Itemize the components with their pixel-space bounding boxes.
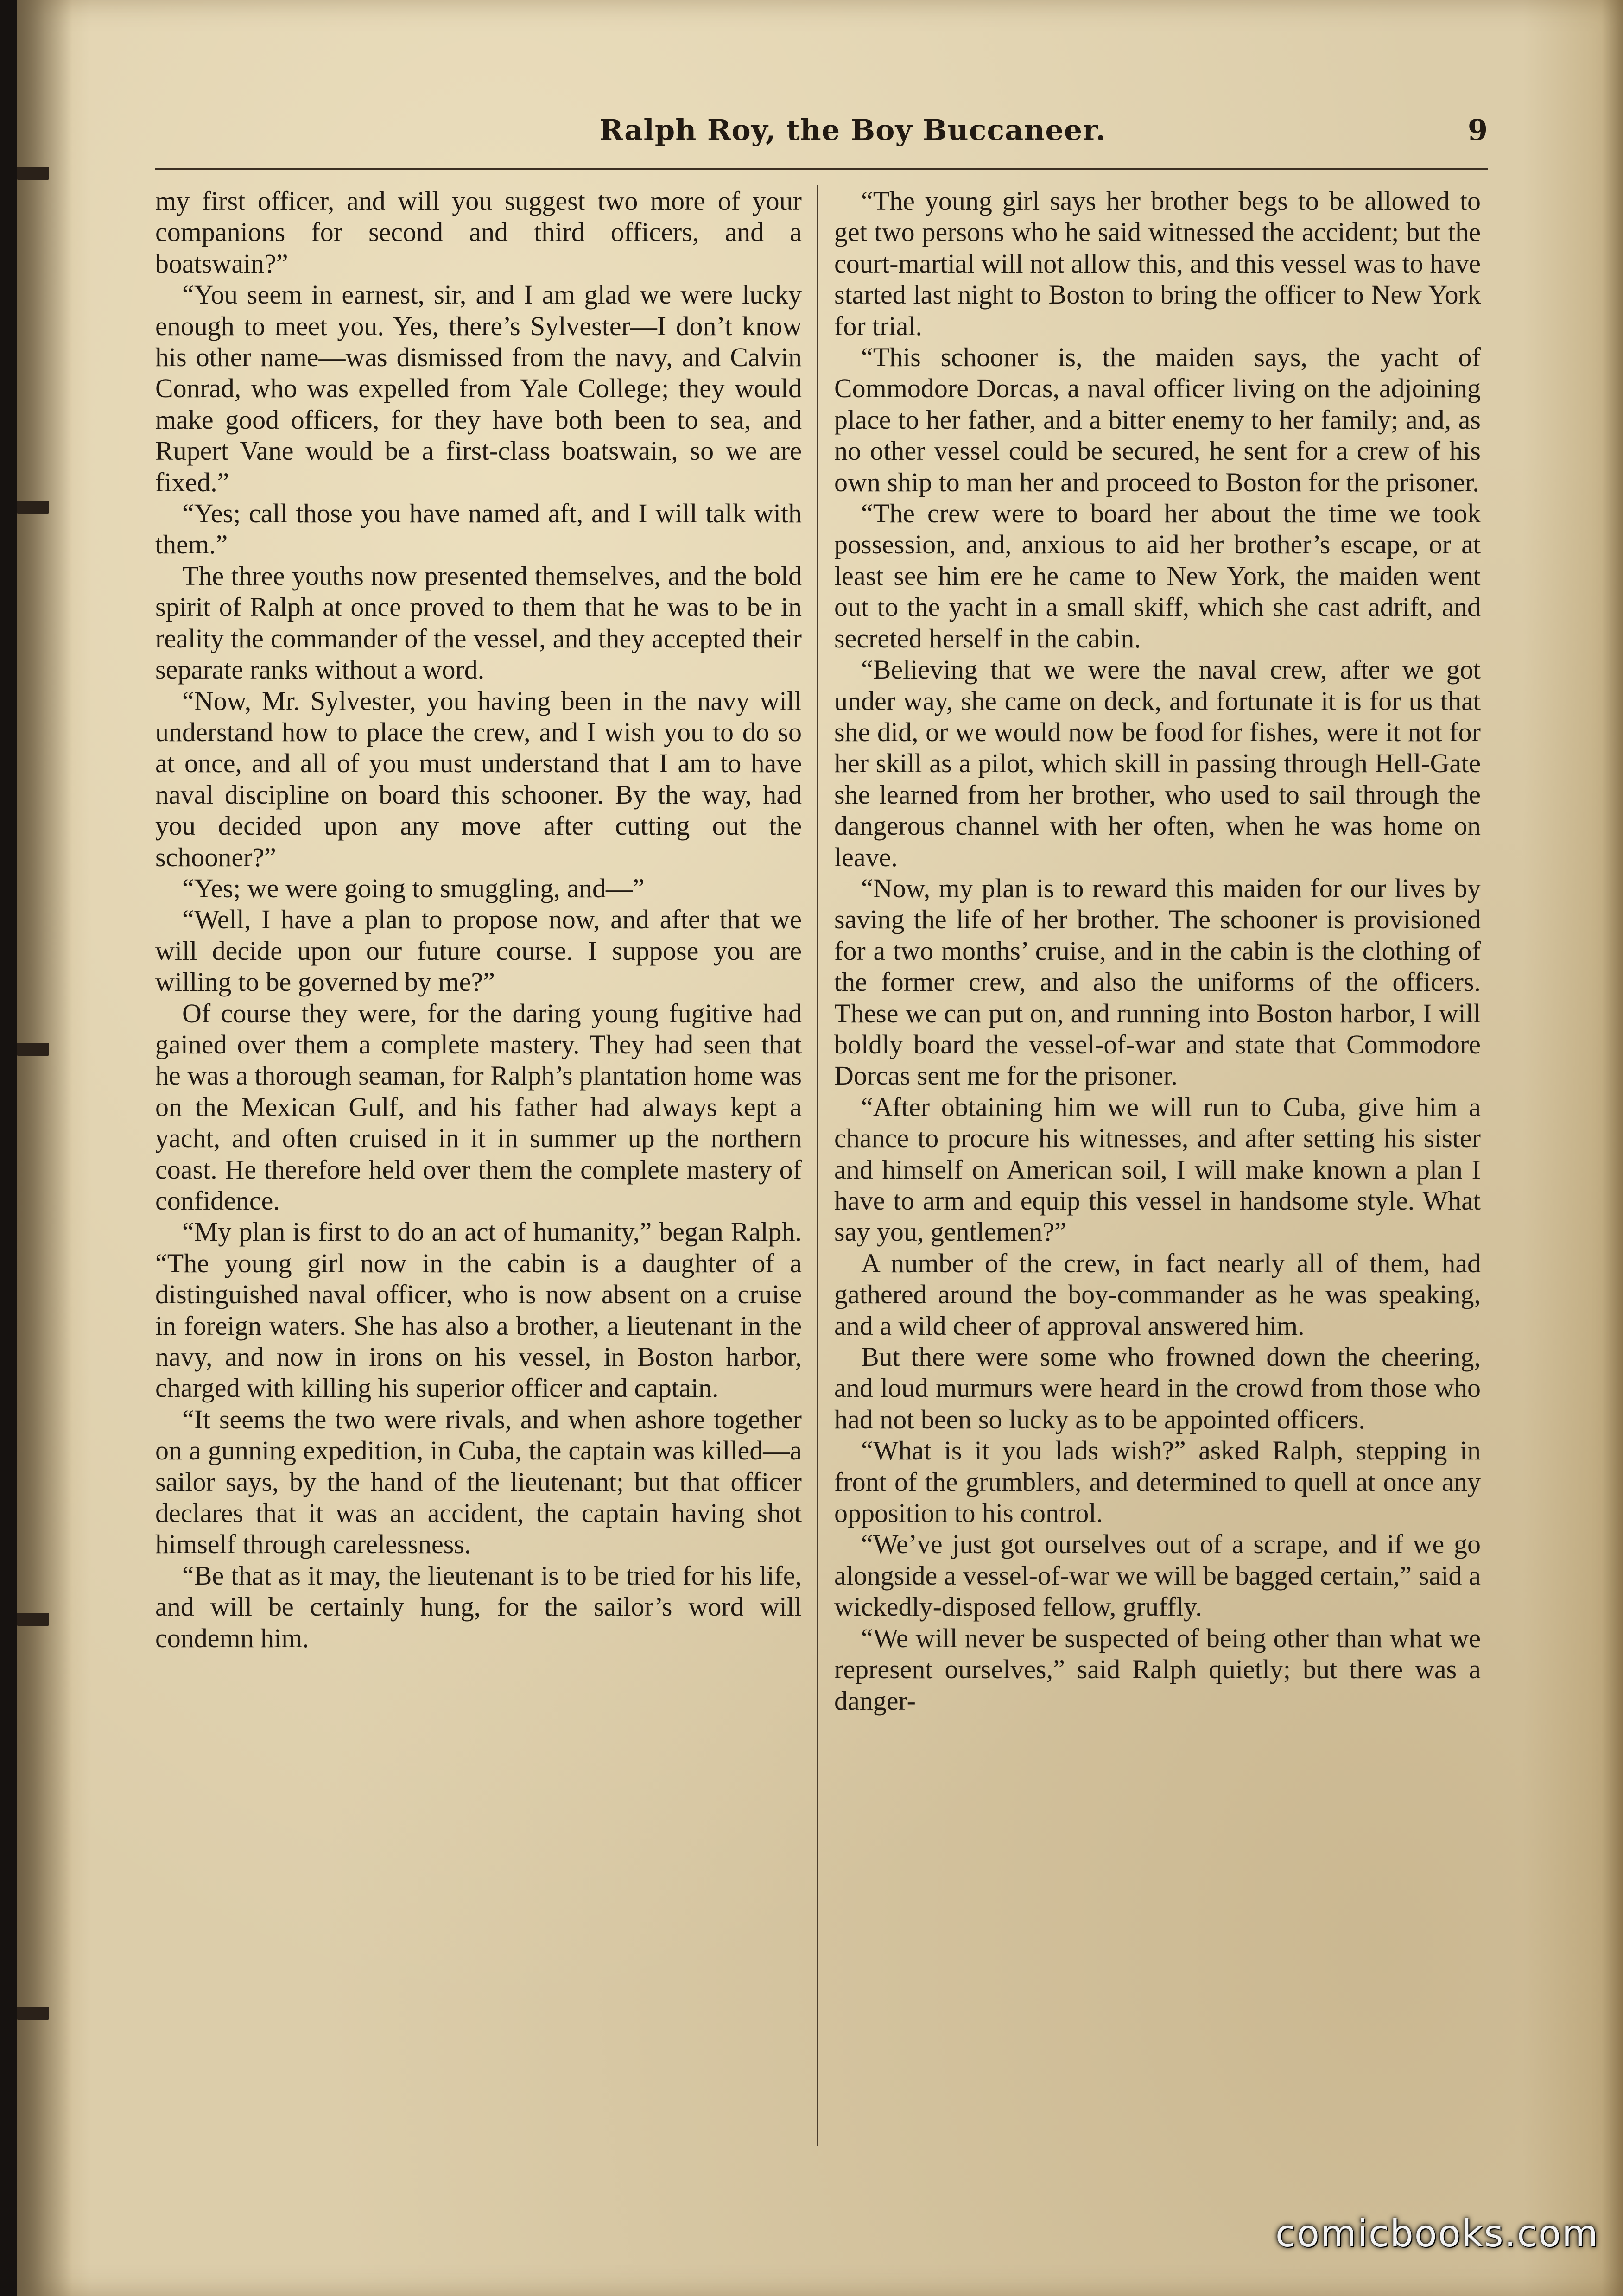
binding-staple — [17, 1613, 49, 1626]
paragraph: But there were some who frowned down the cheering, and loud murmurs were heard in the crowd from those who had not been so lucky as to be appointed officers. — [834, 1342, 1481, 1434]
binding-staple — [17, 167, 49, 180]
paragraph: “What is it you lads wish?” asked Ralph, stepping in front of the grumblers, and determined to quell at once any opposition to his control. — [834, 1435, 1481, 1529]
paragraph: “Yes; we were going to smuggling, and—” — [182, 873, 645, 903]
binding-shadow — [17, 0, 72, 2296]
paragraph: “After obtaining him we will run to Cuba, give him a chance to procure his witnesses, and after setting his sister and himself on American soil, I will make known a plan I have to arm and equip this vessel in handsome style. What say you, gentlemen?” — [834, 1091, 1481, 1247]
binding-staple — [17, 1043, 49, 1056]
paragraph: “It seems the two were rivals, and when ashore together on a gunning expedition, in Cuba, the captain was killed—a sailor says, by the hand of the lieutenant; but that officer declares that it was an accident, the captain having shot himself through carelessness. — [155, 1404, 802, 1560]
paragraph: “Believing that we were the naval crew, after we got under way, she came on deck, and fortunate it is for us that she did, or we would now be food for fishes, were it not for her skill as a pilot, which skill in passing through Hell-Gate she learned from her brother, who used to sail through the dangerous channel with her often, when he was home on leave. — [834, 654, 1481, 872]
paragraph: “The crew were to board her about the time we took possession, and, anxious to aid her brother’s escape, or at least see him ere he came to New York, the maiden went out to the yacht in a small skiff, which she cast adrift, and secreted herself in the cabin. — [834, 498, 1481, 653]
paragraph: “The young girl says her brother begs to be allowed to get two persons who he said witnessed the accident; but the court-martial will not allow this, and this vessel was to have started last night to Boston to bring the officer to New York for trial. — [834, 186, 1481, 341]
paragraph: “We’ve just got ourselves out of a scrape, and if we go alongside a vessel-of-war we will be bagged certain,” said a wickedly-disposed fellow, gruffly. — [834, 1529, 1481, 1622]
header-rule — [155, 168, 1488, 170]
paragraph: “Now, Mr. Sylvester, you having been in the navy will understand how to place the crew, and I wish you to do so at once, and all of you must understand that I am to have naval discipline on board this schooner. By the way, had you decided upon any move after cutting out the schooner?” — [155, 685, 802, 872]
binding-staple — [17, 2007, 49, 2020]
right-column — [834, 185, 1481, 2150]
page-number: 9 — [1467, 113, 1488, 147]
paragraph: “My plan is first to do an act of humanity,” began Ralph. “The young girl now in the cabin is a daughter of a distinguished naval officer, who is now absent on a cruise in foreign waters. She has also a brother, a lieutenant in the navy, and now in irons on his vessel, in Boston harbor, charged with killing his superior officer and captain. — [155, 1217, 802, 1403]
watermark: comicbooks.com — [1275, 2212, 1599, 2255]
paragraph: A number of the crew, in fact nearly all of them, had gathered around the boy-commander as he was speaking, and a wild cheer of approval answered him. — [834, 1248, 1481, 1341]
paragraph: my first officer, and will you suggest two more of your companions for second and third officers, and a boatswain?” — [155, 186, 802, 279]
left-column — [155, 185, 802, 2150]
paragraph: Of course they were, for the daring young fugitive had gained over them a complete mastery. They had seen that he was a thorough seaman, for Ralph’s plantation home was on the Mexican Gulf, and his father had always kept a yacht, and often cruised in it in summer up the northern coast. He therefore held over them the complete mastery of confidence. — [155, 998, 802, 1216]
paragraph: “Be that as it may, the lieutenant is to be tried for his life, and will be certainly hung, for the sailor’s word will condemn him. — [155, 1560, 802, 1653]
running-head: Ralph Roy, the Boy Buccaneer. — [599, 113, 1106, 147]
paragraph: “Now, my plan is to reward this maiden for our lives by saving the life of her brother. The schooner is provisioned for a two months’ cruise, and in the cabin is the clothing of the former crew, and also the uniforms of the officers. These we can put on, and running into Boston harbor, I will boldly board the vessel-of-war and state that Commodore Dorcas sent me for the prisoner. — [834, 873, 1481, 1091]
paragraph: “Yes; call those you have named aft, and I will talk with them.” — [155, 498, 802, 560]
paragraph: The three youths now presented themselves, and the bold spirit of Ralph at once proved to them that he was to be in reality the commander of the vessel, and they accepted their separate ranks without a word. — [155, 560, 802, 685]
binding-staple — [17, 501, 49, 514]
column-divider — [817, 185, 818, 2146]
paragraph: “You seem in earnest, sir, and I am glad we were lucky enough to meet you. Yes, there’s Sylvester—I don’t know his other name—was dismissed from the navy, and Calvin Conrad, who was expelled from Yale College; they would make good officers, for they have both been to sea, and Rupert Vane would be a first-class boatswain, so we are fixed.” — [155, 279, 802, 497]
paragraph: “We will never be suspected of being other than what we represent ourselves,” said Ralph quietly; but there was a danger- — [834, 1623, 1481, 1716]
paragraph: “Well, I have a plan to propose now, and after that we will decide upon our future course. I suppose you are willing to be governed by me?” — [155, 904, 802, 997]
paragraph: “This schooner is, the maiden says, the yacht of Commodore Dorcas, a naval officer living on the adjoining place to her father, and a bitter enemy to her family; and, as no other vessel could be secured, he sent for a crew of his own ship to man her and proceed to Boston for the prisoner. — [834, 342, 1481, 497]
